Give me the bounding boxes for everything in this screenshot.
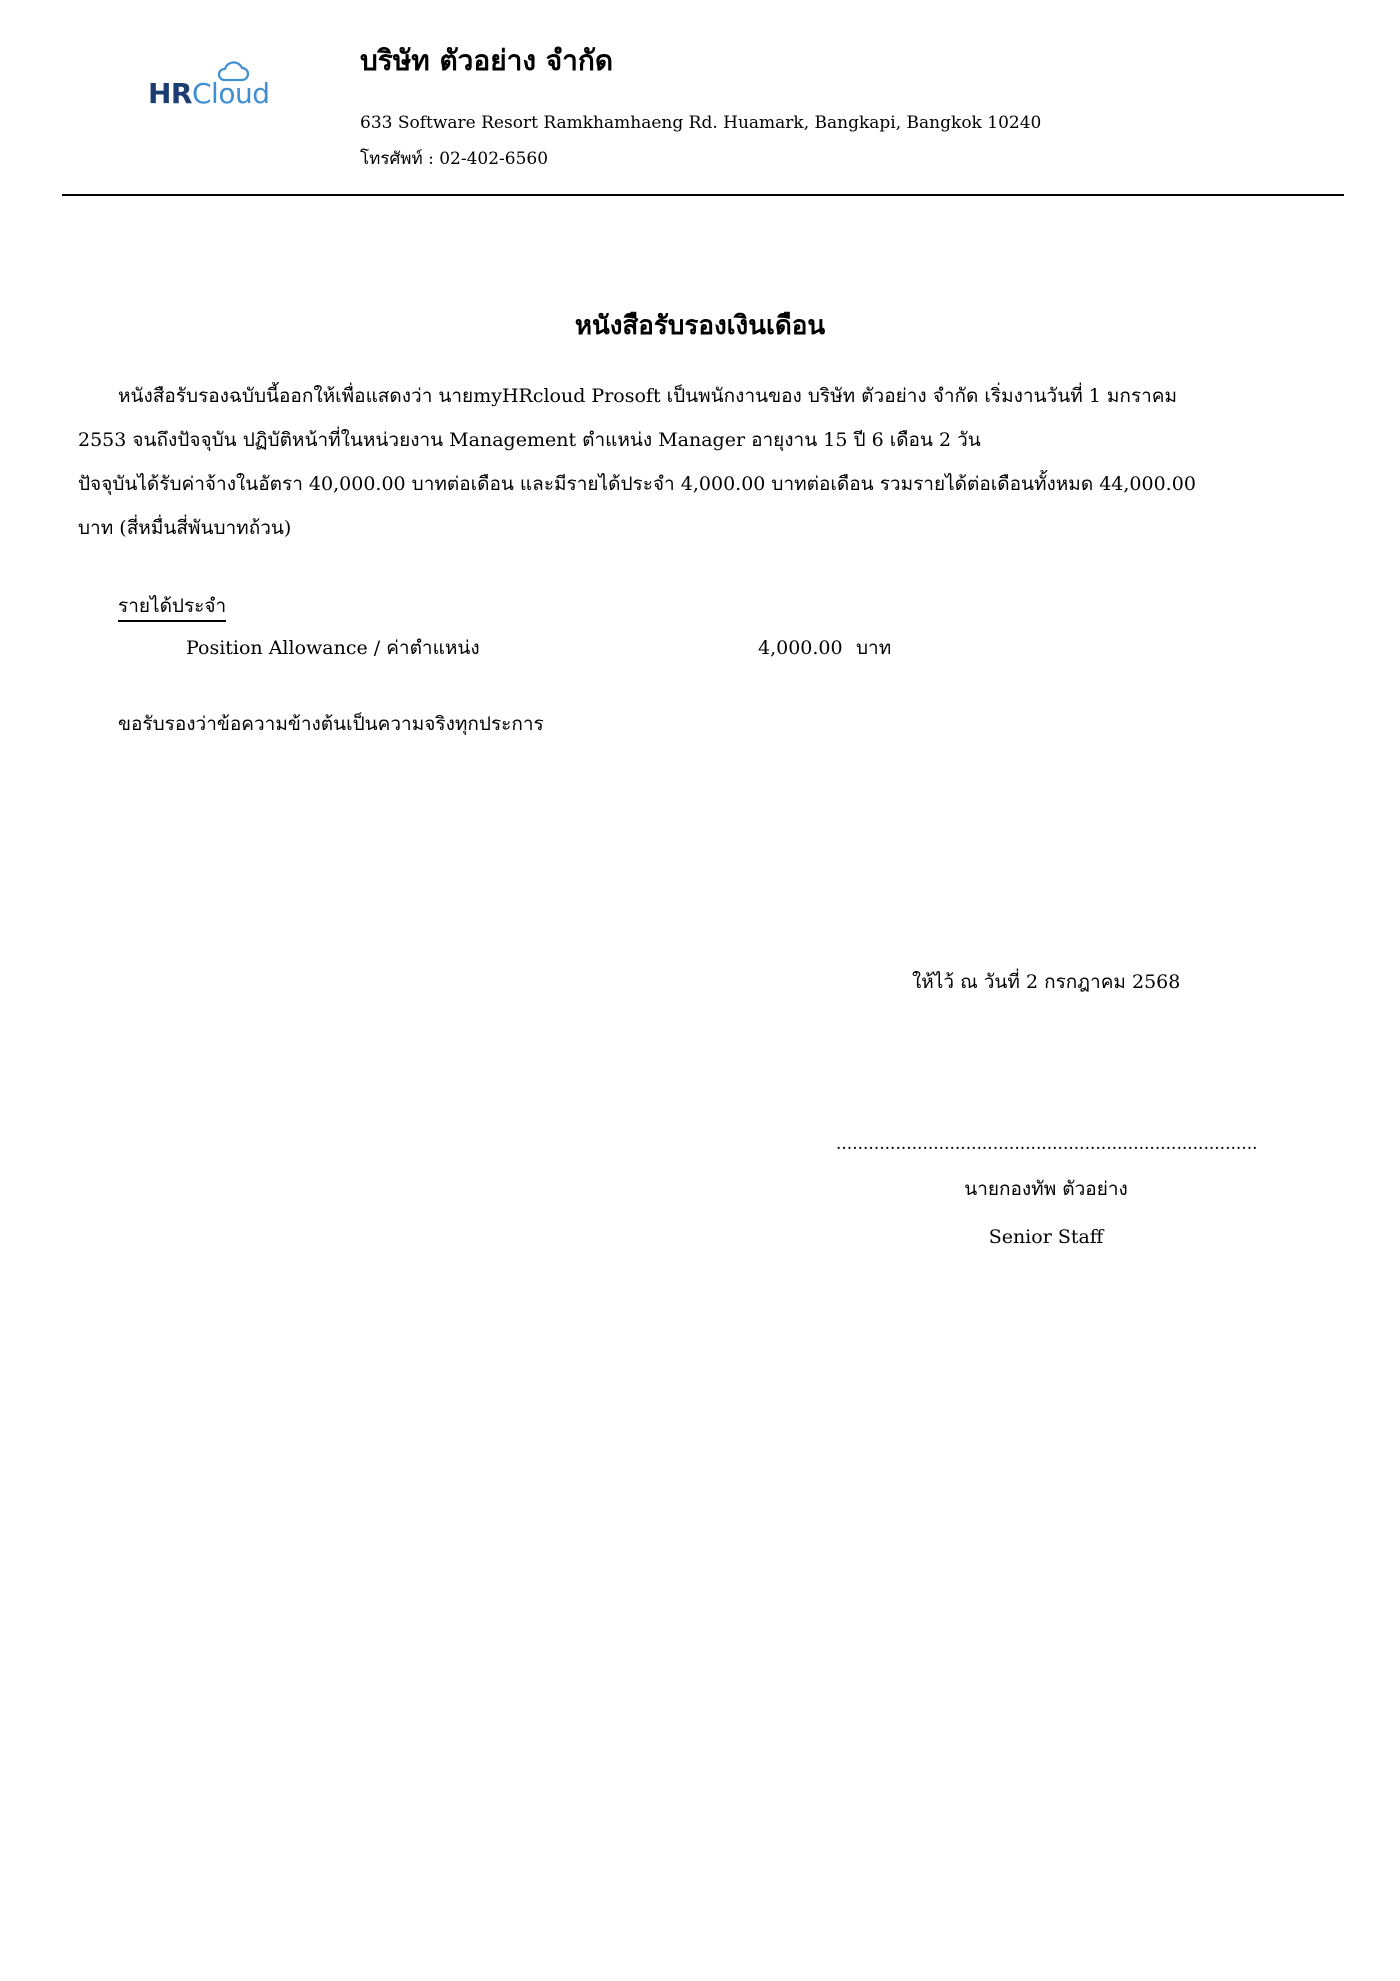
header-divider — [62, 194, 1344, 196]
signer-title: Senior Staff — [988, 1226, 1104, 1248]
body-line-1: หนังสือรับรองฉบับนี้ออกให้เพื่อแสดงว่า นายmyHRcloud Prosoft เป็นพนักงานของ บริษัท ตัวอย่าง จำกัด เริ่มงานวันที่ 1 มกราคม — [118, 385, 1178, 407]
income-item-amount: 4,000.00 — [758, 637, 843, 659]
company-name: บริษัท ตัวอย่าง จำกัด — [360, 44, 614, 77]
certification-statement: ขอรับรองว่าข้อความข้างต้นเป็นความจริงทุกประการ — [118, 713, 544, 735]
logo-hr-text: HR — [148, 77, 192, 110]
issue-date: ให้ไว้ ณ วันที่ 2 กรกฎาคม 2568 — [912, 971, 1181, 993]
signer-name: นายกองทัพ ตัวอย่าง — [964, 1178, 1128, 1200]
company-address: 633 Software Resort Ramkhamhaeng Rd. Huamark, Bangkapi, Bangkok 10240 — [360, 113, 1042, 133]
regular-income-heading: รายได้ประจำ — [118, 592, 226, 622]
logo-wordmark — [148, 78, 269, 110]
body-line-3: ปัจจุบันได้รับค่าจ้างในอัตรา 40,000.00 บาทต่อเดือน และมีรายได้ประจำ 4,000.00 บาทต่อเดือน รวมรายได้ต่อเดือนทั้งหมด 44,000.00 — [78, 473, 1196, 495]
income-item-unit: บาท — [856, 637, 892, 659]
company-phone: โทรศัพท์ : 02-402-6560 — [360, 149, 549, 169]
company-logo — [148, 60, 268, 118]
signature-line: .............................................................................. — [836, 1134, 1258, 1154]
document-title: หนังสือรับรองเงินเดือน — [574, 311, 826, 341]
income-item-label: Position Allowance / ค่าตำแหน่ง — [186, 637, 480, 659]
logo-cloud-text: Cloud — [192, 77, 270, 110]
body-line-4: บาท (สี่หมื่นสี่พันบาทถ้วน) — [78, 517, 292, 539]
body-line-2: 2553 จนถึงปัจจุบัน ปฏิบัติหน้าที่ในหน่วยงาน Management ตำแหน่ง Manager อายุงาน 15 ปี 6 เดือน 2 วัน — [78, 429, 981, 451]
